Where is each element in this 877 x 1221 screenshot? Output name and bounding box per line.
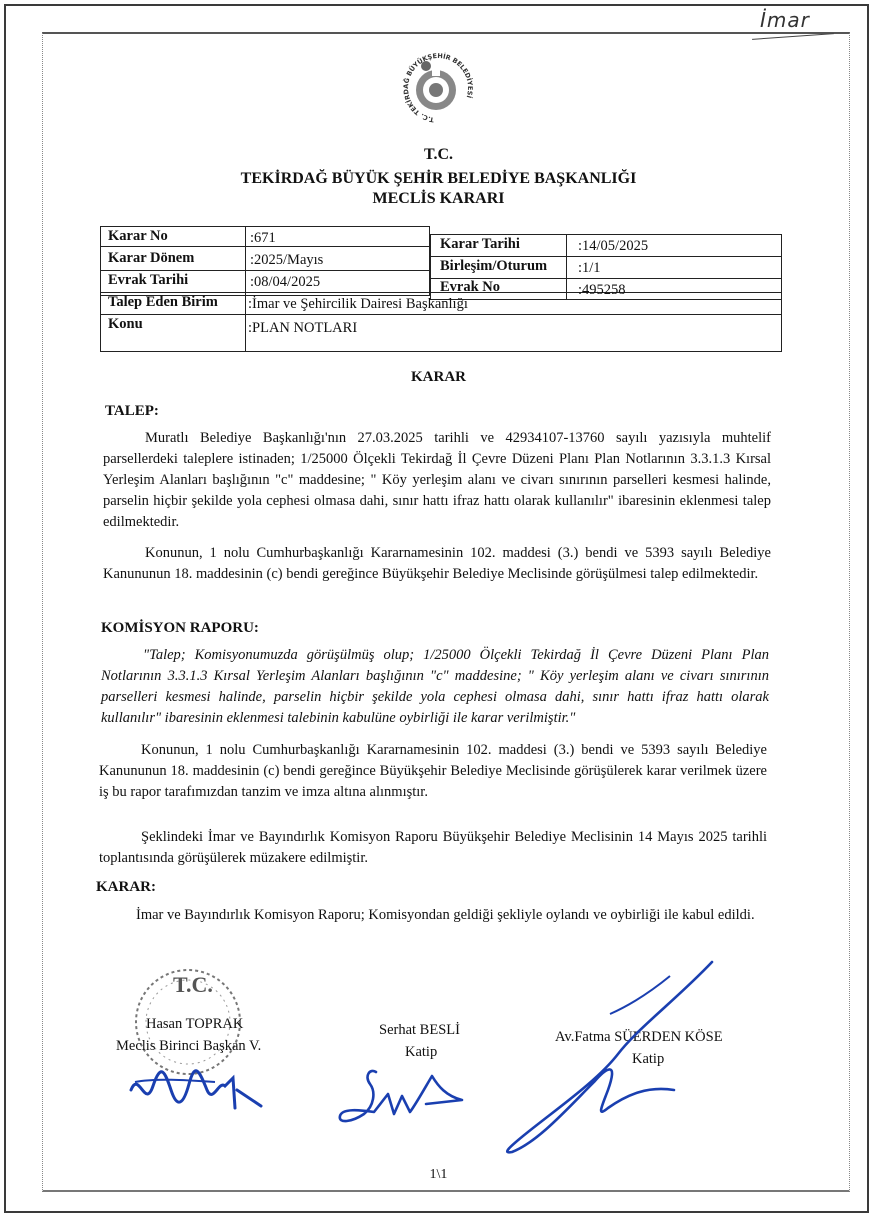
page-number: 1\1	[429, 1167, 448, 1182]
talep-eden-label: Talep Eden Birim	[108, 294, 218, 310]
evrak-no-value: :495258	[578, 282, 626, 298]
komisyon-heading: KOMİSYON RAPORU:	[101, 620, 259, 636]
signatory-2-role: Katip	[405, 1044, 438, 1060]
karar-no-value: :671	[250, 230, 276, 246]
signatory-3-name: Av.Fatma SÜERDEN KÖSE	[555, 1029, 723, 1045]
header-doc-type: MECLİS KARARI	[372, 190, 505, 207]
info-table	[100, 226, 782, 352]
signature-2	[330, 1066, 475, 1130]
signature-1	[125, 1060, 265, 1120]
komisyon-paragraph-1: "Talep; Komisyonumuzda görüşülmüş olup; 1/25000 Ölçekli Tekirdağ İl Çevre Düzeni Planı Plan Notlarının 3.3.1.3 Kırsal Yerleşim Alanları başlığının "c" maddesine; " Köy yerleşim alanı ve civarı sınırının parselleri kesmesi halinde, parselin hiçbir şekilde yola cephesi olmasa dahi, sınır hattı ifraz hattı olarak kullanılır" ibaresinin eklenmesi talebinin kabulüne oybirliği ile karar verilmiştir."	[101, 647, 769, 726]
stamp-text: T.C.	[173, 972, 213, 997]
svg-text:T.C. TEKİRDAĞ BÜYÜKŞEHİR BELED: T.C. TEKİRDAĞ BÜYÜKŞEHİR BELEDİYESİ	[402, 52, 475, 124]
konu-label: Konu	[108, 316, 143, 332]
komisyon-paragraph-2: Konunun, 1 nolu Cumhurbaşkanlığı Kararnamesinin 102. maddesi (3.) bendi ve 5393 sayılı Belediye Kanununun 18. maddesinin (c) bendi gereğince Büyükşehir Belediye Meclisinde görüşülerek karar verilmek üzere iş bu rapor tarafımızdan tanzim ve imza altına alınmıştır.	[99, 742, 767, 800]
evrak-tarihi-value: :08/04/2025	[250, 274, 321, 290]
evrak-tarihi-label: Evrak Tarihi	[108, 272, 189, 288]
karar-tarihi-value: :14/05/2025	[578, 238, 649, 254]
header-institution: TEKİRDAĞ BÜYÜK ŞEHİR BELEDİYE BAŞKANLIĞI	[240, 170, 637, 187]
signatory-3-role: Katip	[632, 1051, 665, 1067]
karar-donem-label: Karar Dönem	[108, 250, 195, 266]
karar-paragraph: İmar ve Bayındırlık Komisyon Raporu; Komisyondan geldiği şekliyle oylandı ve oybirliği ile kabul edildi.	[136, 907, 755, 923]
municipality-logo	[402, 52, 498, 136]
talep-heading: TALEP:	[105, 403, 159, 419]
konu-value: :PLAN NOTLARI	[248, 320, 358, 336]
signatory-1-role: Meclis Birinci Başkan V.	[116, 1038, 262, 1054]
talep-paragraph-2: Konunun, 1 nolu Cumhurbaşkanlığı Kararnamesinin 102. maddesi (3.) bendi ve 5393 sayılı Belediye Kanununun 18. maddesinin (c) bendi gereğince Büyükşehir Belediye Meclisinde görüşülmesi talep edilmektedir.	[103, 545, 771, 582]
header-tc: T.C.	[423, 146, 454, 163]
signatory-2-name: Serhat BESLİ	[379, 1022, 460, 1038]
evrak-no-label: Evrak No	[440, 279, 501, 295]
karar-donem-value: :2025/Mayıs	[250, 252, 324, 268]
karar-heading: KARAR:	[96, 879, 156, 895]
komisyon-paragraph-3: Şeklindeki İmar ve Bayındırlık Komisyon Raporu Büyükşehir Belediye Meclisinin 14 Mayıs 2025 tarihli toplantısında görüşülerek müzakere edilmiştir.	[99, 829, 767, 866]
karar-no-label: Karar No	[108, 228, 168, 244]
birlesim-value: :1/1	[578, 260, 601, 276]
birlesim-label: Birleşim/Oturum	[440, 258, 548, 274]
karar-title: KARAR	[411, 369, 466, 385]
signature-3	[498, 958, 718, 1158]
handwritten-note: İmar	[760, 8, 810, 32]
signatory-1-name: Hasan TOPRAK	[146, 1016, 244, 1032]
talep-eden-value: :İmar ve Şehircilik Dairesi Başkanlığı	[248, 296, 468, 312]
karar-tarihi-label: Karar Tarihi	[440, 236, 520, 252]
talep-paragraph-1: Muratlı Belediye Başkanlığı'nın 27.03.2025 tarihli ve 42934107-13760 sayılı yazısıyla muhtelif parsellerdeki taleplere istinaden; 1/25000 Ölçekli Tekirdağ İl Çevre Düzeni Planı Plan Notlarının 3.3.1.3 Kırsal Yerleşim Alanları başlığının "c" maddesine; " Köy yerleşim alanı ve civarı sınırının parselleri kesmesi halinde, parselin hiçbir şekilde yola cephesi olmasa dahi, sınır hattı ifraz hattı olarak kullanılır" ibaresinin eklenmesi talep edilmektedir.	[103, 430, 771, 530]
